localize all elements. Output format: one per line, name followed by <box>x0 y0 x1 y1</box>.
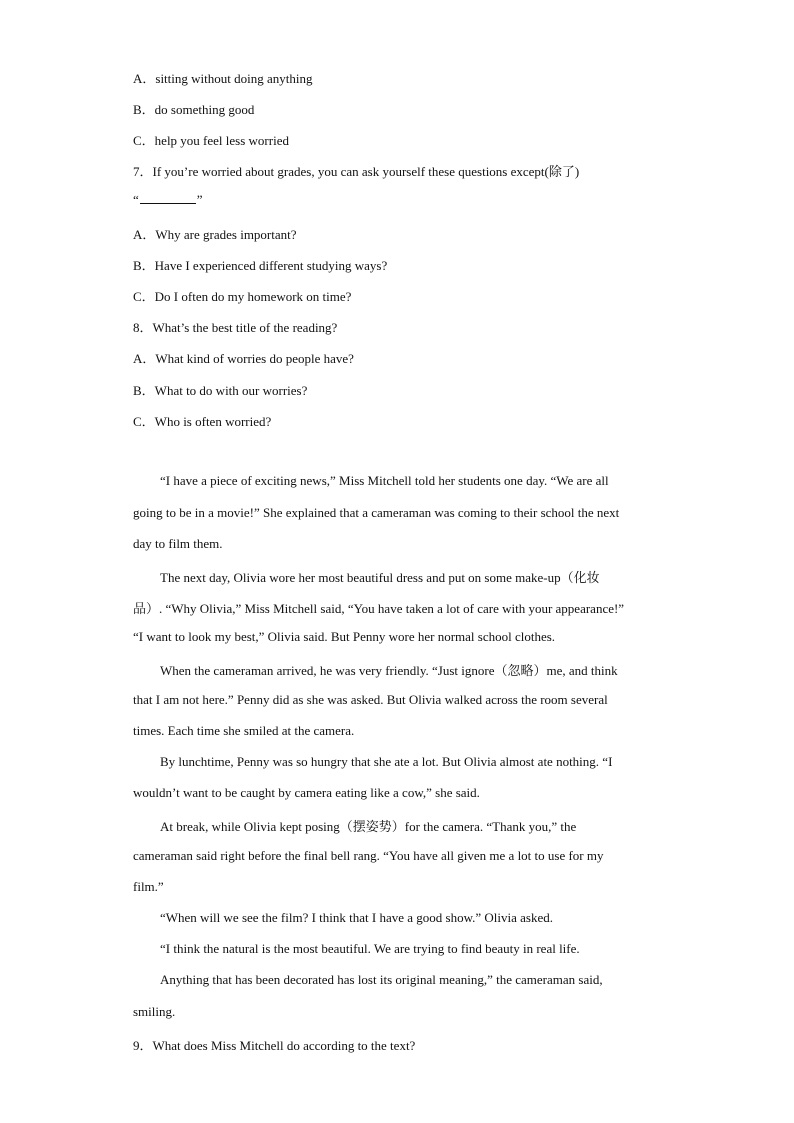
passage-line: 品）. “Why Olivia,” Miss Mitchell said, “You have taken a lot of care with your appearance!” <box>133 601 625 616</box>
q7-option-a: A．Why are grades important? <box>133 227 297 242</box>
q8-option-b: B．What to do with our worries? <box>133 383 308 398</box>
q6-option-c: C．help you feel less worried <box>133 133 289 148</box>
passage-line: The next day, Olivia wore her most beautiful dress and put on some make-up（化妆 <box>160 570 600 585</box>
passage-line: film.” <box>133 879 164 894</box>
q7-option-c: C．Do I often do my homework on time? <box>133 289 352 304</box>
passage-line: When the cameraman arrived, he was very friendly. “Just ignore（忽略）me, and think <box>160 663 618 678</box>
answer-blank-line <box>140 193 196 204</box>
passage-line: By lunchtime, Penny was so hungry that she ate a lot. But Olivia almost ate nothing. “I <box>160 754 613 769</box>
passage-line: times. Each time she smiled at the camera. <box>133 723 355 738</box>
passage-line: At break, while Olivia kept posing（摆姿势）for the camera. “Thank you,” the <box>160 819 577 834</box>
q6-option-b: B．do something good <box>133 102 255 117</box>
passage-line: smiling. <box>133 1004 176 1019</box>
q8-option-a: A．What kind of worries do people have? <box>133 351 354 366</box>
passage-line: Anything that has been decorated has lost its original meaning,” the cameraman said, <box>160 972 603 987</box>
q7-blank-close-quote: ” <box>196 192 203 207</box>
passage-line: that I am not here.” Penny did as she was asked. But Olivia walked across the room several <box>133 692 608 707</box>
passage-line: “I have a piece of exciting news,” Miss Mitchell told her students one day. “We are all <box>160 473 609 488</box>
q7-blank-open-quote: “ <box>133 192 139 207</box>
q9-stem: 9．What does Miss Mitchell do according to the text? <box>133 1038 416 1053</box>
q8-stem: 8．What’s the best title of the reading? <box>133 320 338 335</box>
passage-line: “I want to look my best,” Olivia said. But Penny wore her normal school clothes. <box>133 629 556 644</box>
q6-option-a: A．sitting without doing anything <box>133 71 313 86</box>
passage-line: “I think the natural is the most beautiful. We are trying to find beauty in real life. <box>160 941 580 956</box>
q7-stem: 7．If you’re worried about grades, you can ask yourself these questions except(除了) <box>133 164 580 179</box>
passage-line: “When will we see the film? I think that I have a good show.” Olivia asked. <box>160 910 554 925</box>
passage-line: wouldn’t want to be caught by camera eating like a cow,” she said. <box>133 785 480 800</box>
passage-line: cameraman said right before the final bell rang. “You have all given me a lot to use for my <box>133 848 604 863</box>
q8-option-c: C．Who is often worried? <box>133 414 272 429</box>
q7-answer-blank <box>133 192 203 208</box>
q7-option-b: B．Have I experienced different studying ways? <box>133 258 388 273</box>
passage-line: day to film them. <box>133 536 223 551</box>
passage-line: going to be in a movie!” She explained that a cameraman was coming to their school the next <box>133 505 620 520</box>
